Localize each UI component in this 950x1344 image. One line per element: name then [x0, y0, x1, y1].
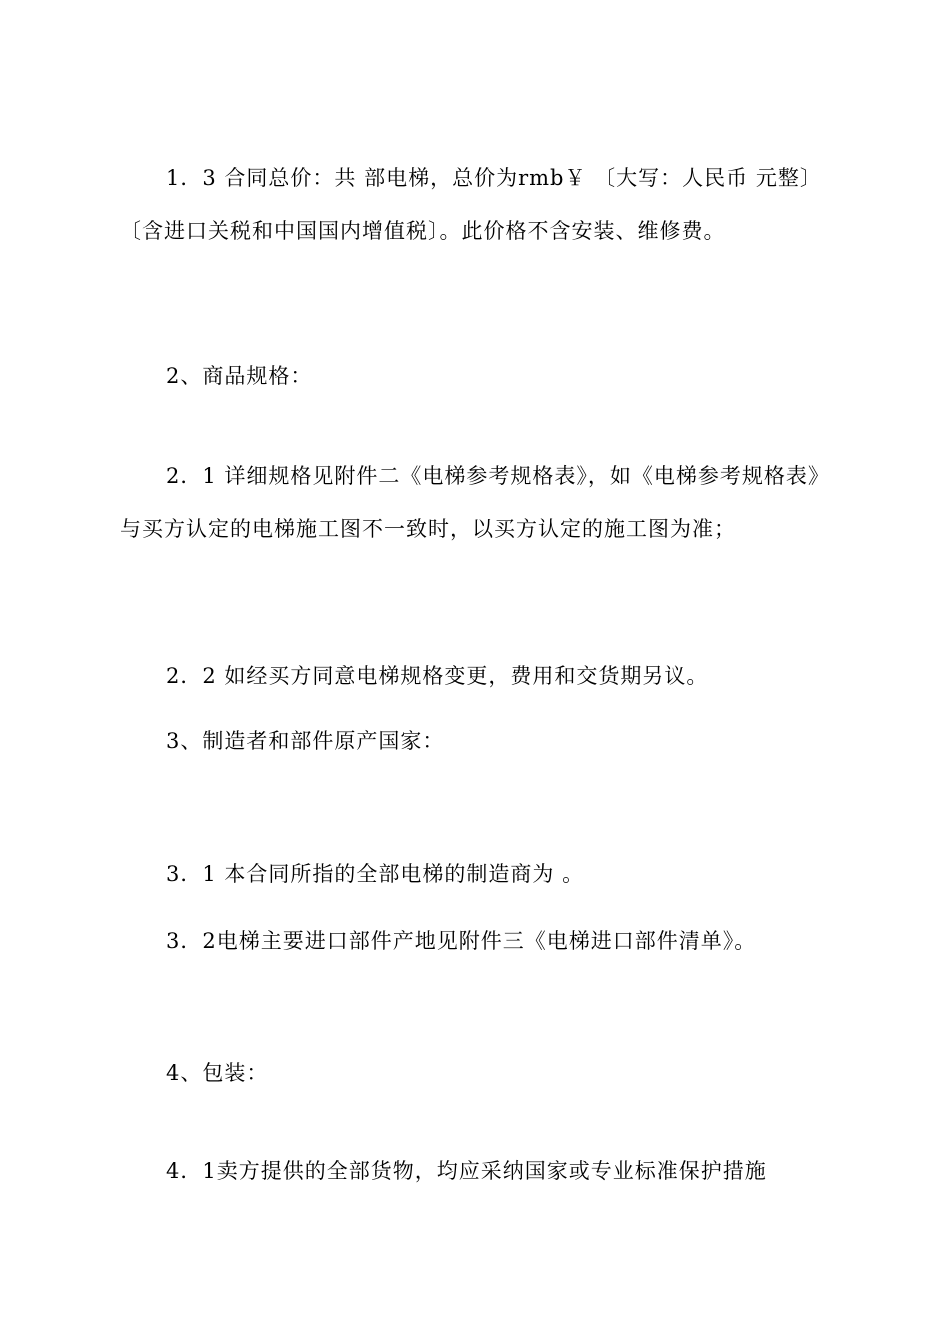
paragraph-packaging-detail: 4．1卖方提供的全部货物，均应采纳国家或专业标准保护措施: [166, 1159, 767, 1183]
paragraph-manufacturer: 3．1 本合同所指的全部电梯的制造商为 。: [166, 862, 585, 886]
heading-packaging: 4、包装：: [166, 1061, 269, 1085]
paragraph-import-parts: 3．2电梯主要进口部件产地见附件三《电梯进口部件清单》。: [166, 929, 757, 953]
heading-product-spec: 2、商品规格：: [166, 364, 313, 388]
paragraph-total-price: 1．3 合同总价：共 部电梯，总价为rmb￥ 〔大写：人民币 元整〕〔含进口关税和中国国内增值税〕。此价格不含安装、维修费。: [120, 166, 822, 243]
paragraph-spec-detail: 2．1 详细规格见附件二《电梯参考规格表》，如《电梯参考规格表》与买方认定的电梯施工图不一致时，以买方认定的施工图为准；: [120, 464, 830, 541]
heading-manufacturer-origin: 3、制造者和部件原产国家：: [166, 729, 445, 753]
paragraph-spec-change: 2．2 如经买方同意电梯规格变更，费用和交货期另议。: [166, 664, 709, 688]
